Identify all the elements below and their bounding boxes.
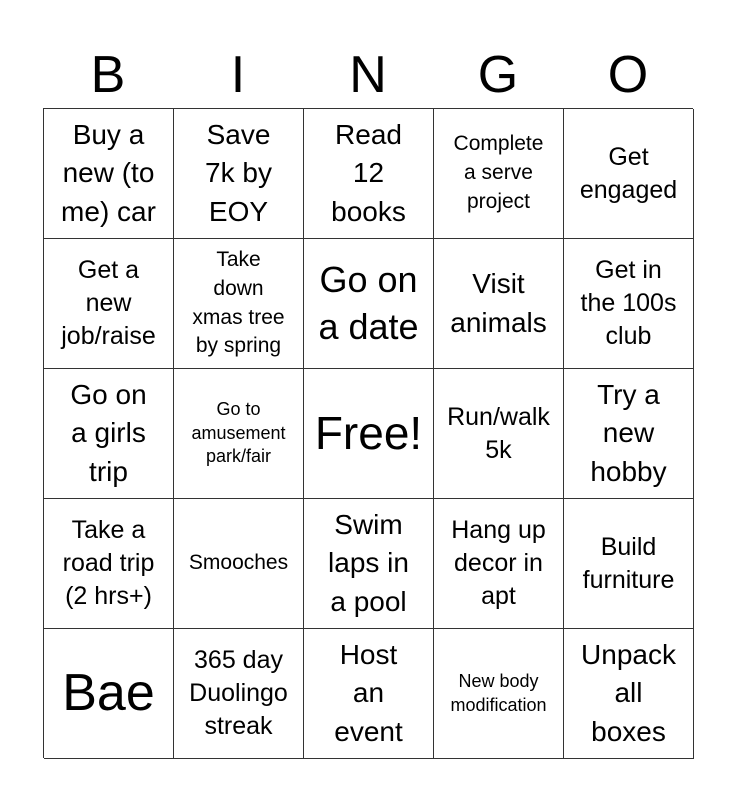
bingo-cell-r2c1[interactable]: Get a new job/raise — [44, 239, 174, 369]
bingo-cell-r2c3[interactable]: Go on a date — [304, 239, 434, 369]
header-letter-i: I — [230, 46, 246, 104]
bingo-cell-r5c3[interactable]: Host an event — [304, 629, 434, 759]
bingo-header — [43, 42, 693, 108]
bingo-cell-r3c4[interactable]: Run/walk 5k — [434, 369, 564, 499]
bingo-cell-r4c1[interactable]: Take a road trip (2 hrs+) — [44, 499, 174, 629]
header-letter-g: G — [477, 46, 519, 104]
bingo-cell-r1c1[interactable]: Buy a new (to me) car — [44, 109, 174, 239]
bingo-cell-r5c4[interactable]: New body modification — [434, 629, 564, 759]
bingo-cell-r2c5[interactable]: Get in the 100s club — [564, 239, 694, 369]
bingo-cell-r3c2[interactable]: Go to amusement park/fair — [174, 369, 304, 499]
bingo-cell-r1c4[interactable]: Complete a serve project — [434, 109, 564, 239]
header-letter-o: O — [607, 46, 649, 104]
bingo-cell-r4c4[interactable]: Hang up decor in apt — [434, 499, 564, 629]
bingo-cell-r5c5[interactable]: Unpack all boxes — [564, 629, 694, 759]
bingo-cell-r5c1[interactable]: Bae — [44, 629, 174, 759]
bingo-cell-r4c2[interactable]: Smooches — [174, 499, 304, 629]
header-letter-n: N — [349, 46, 387, 104]
bingo-cell-r1c5[interactable]: Get engaged — [564, 109, 694, 239]
bingo-cell-r4c3[interactable]: Swim laps in a pool — [304, 499, 434, 629]
bingo-cell-r1c2[interactable]: Save 7k by EOY — [174, 109, 304, 239]
bingo-cell-free[interactable]: Free! — [304, 369, 434, 499]
bingo-cell-r5c2[interactable]: 365 day Duolingo streak — [174, 629, 304, 759]
bingo-cell-r3c5[interactable]: Try a new hobby — [564, 369, 694, 499]
bingo-cell-r2c2[interactable]: Take down xmas tree by spring — [174, 239, 304, 369]
bingo-cell-r2c4[interactable]: Visit animals — [434, 239, 564, 369]
bingo-cell-r4c5[interactable]: Build furniture — [564, 499, 694, 629]
bingo-board — [43, 108, 693, 758]
bingo-cell-r1c3[interactable]: Read 12 books — [304, 109, 434, 239]
bingo-cell-r3c1[interactable]: Go on a girls trip — [44, 369, 174, 499]
header-letter-b: B — [90, 46, 126, 104]
